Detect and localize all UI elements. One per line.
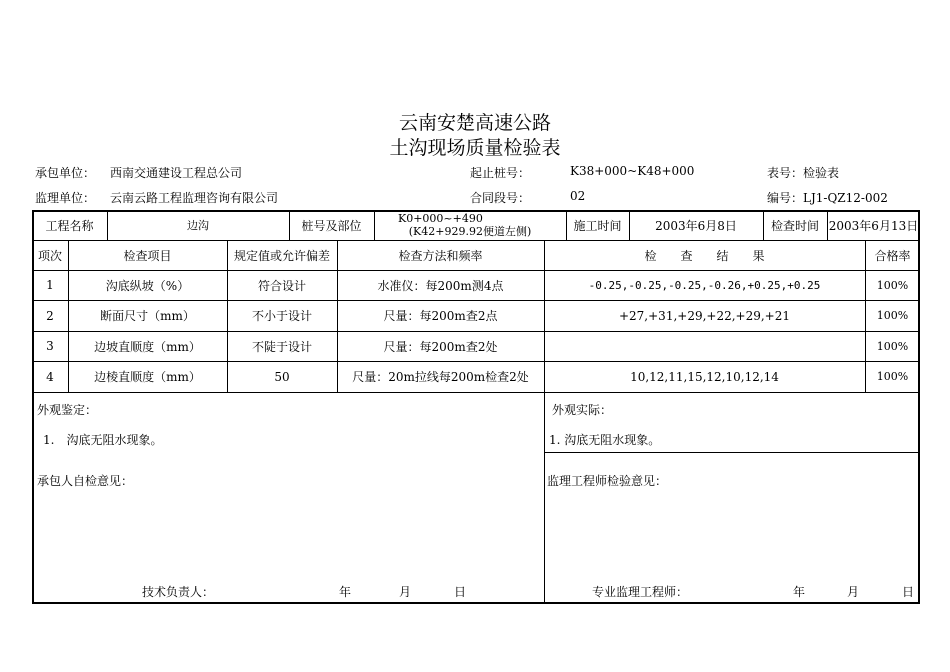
inspection-time-label: 检查时间 — [770, 218, 819, 233]
pile-label: 起止桩号： — [470, 166, 531, 180]
table-row-spec: 50 — [274, 369, 290, 384]
project-name-value: 边沟 — [187, 219, 209, 232]
col-header-result: 检 查 结 果 — [644, 248, 765, 263]
supervisor-label: 监理单位： — [35, 191, 96, 205]
supervisor-value: 云南云路工程监理咨询有限公司 — [110, 191, 279, 205]
table-row-result: +27,+31,+29,+22,+29,+21 — [618, 308, 791, 323]
tech-lead-label: 技术负责人： — [142, 585, 215, 599]
table-row-item: 边棱直顺度（mm） — [94, 370, 201, 384]
right-month: 月 — [847, 585, 860, 599]
table-row-spec: 不小于设计 — [251, 309, 312, 323]
grid-line — [544, 452, 920, 453]
construction-time-label: 施工时间 — [573, 218, 622, 233]
pile-section-value — [374, 210, 566, 240]
title-line-1: 云南安楚高速公路 — [398, 112, 551, 134]
table-row-no: 1 — [46, 278, 54, 292]
title-line-2: 土沟现场质量检验表 — [389, 137, 561, 159]
table-row-result — [544, 331, 865, 361]
left-year: 年 — [339, 585, 352, 599]
serial-number: 编号：LJ1-QZ12-002 — [767, 191, 888, 205]
table-row-rate: 100% — [876, 339, 909, 353]
table-row-method: 尺量：每200m查2点 — [383, 309, 498, 323]
form-number: 表号：检验表 — [767, 166, 840, 180]
col-header-rate: 合格率 — [874, 248, 911, 263]
table-row-rate: 100% — [876, 278, 909, 292]
table-row-item: 断面尺寸（mm） — [100, 309, 195, 323]
project-name-label: 工程名称 — [45, 218, 94, 233]
col-header-method: 检查方法和频率 — [398, 248, 483, 263]
table-row-spec: 符合设计 — [257, 278, 306, 293]
engineer-label: 专业监理工程师： — [592, 585, 689, 599]
table-row-result: 10,12,11,15,12,10,12,14 — [630, 369, 779, 384]
table-row-item: 边坡直顺度（mm） — [94, 339, 201, 354]
contractor-opinion-label: 承包人自检意见： — [37, 474, 134, 488]
table-row-item: 沟底纵坡（%） — [105, 278, 190, 293]
appearance-left-label: 外观鉴定： — [37, 403, 98, 417]
appearance-right-label: 外观实际： — [552, 403, 613, 417]
appearance-left-item: 1. 沟底无阻水现象。 — [43, 433, 163, 447]
table-row-spec: 不陡于设计 — [251, 339, 312, 354]
col-header-item: 检查项目 — [123, 248, 172, 263]
left-day: 日 — [454, 585, 467, 599]
table-row-no: 4 — [46, 369, 54, 384]
left-month: 月 — [399, 585, 412, 599]
construction-time-value: 2003年6月8日 — [655, 218, 737, 233]
pile-section-line-1: K0+000~+490 — [398, 212, 483, 225]
table-row-method: 水准仪：每200m测4点 — [377, 278, 504, 293]
table-row-rate: 100% — [876, 370, 909, 383]
table-row-method: 尺量：每200m查2处 — [383, 339, 498, 354]
pile-section-line-2: (K42+929.92便道左侧) — [408, 225, 532, 238]
contractor-label: 承包单位： — [35, 166, 96, 180]
col-header-no: 项次 — [37, 248, 62, 263]
table-row-no: 2 — [46, 308, 54, 323]
right-year: 年 — [793, 585, 806, 599]
table-row-method: 尺量：20m拉线每200m检查2处 — [352, 370, 529, 384]
pile-value: K38+000~K48+000 — [570, 164, 695, 178]
table-row-result: -0.25,-0.25,-0.25,-0.26,+0.25,+0.25 — [588, 278, 821, 292]
col-header-spec: 规定值或允许偏差 — [233, 248, 330, 263]
appearance-right-item: 1. 沟底无阻水现象。 — [549, 433, 661, 447]
table-row-rate: 100% — [876, 309, 909, 322]
right-day: 日 — [902, 585, 915, 599]
pile-section-label: 桩号及部位 — [301, 218, 362, 233]
inspection-time-value: 2003年6月13日 — [828, 218, 919, 233]
supervisor-opinion-label: 监理工程师检验意见： — [547, 474, 668, 488]
grid-line — [32, 392, 920, 393]
contract-label: 合同段号： — [470, 191, 531, 205]
contractor-value: 西南交通建设工程总公司 — [110, 166, 243, 180]
contract-value: 02 — [570, 189, 586, 203]
table-row-no: 3 — [46, 339, 54, 353]
